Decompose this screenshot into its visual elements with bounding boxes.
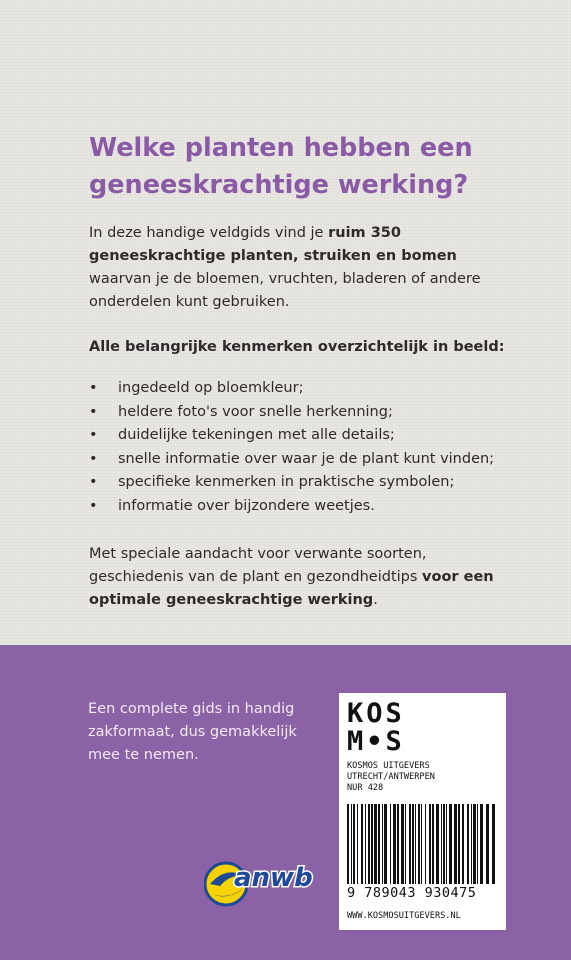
intro-text-1: In deze handige veldgids vind je [89, 225, 329, 241]
barcode-bar [441, 804, 442, 884]
closing-bold-text: voor een optimale geneeskrachtige werking [89, 569, 494, 608]
feature-item [89, 448, 509, 472]
barcode-bar [371, 804, 373, 884]
barcode-bar [421, 804, 422, 884]
feature-list [89, 377, 509, 518]
publisher-website: WWW.KOSMOSUITGEVERS.NL [347, 911, 461, 921]
barcode-bar [415, 804, 416, 884]
barcode-bar [378, 804, 380, 884]
barcode-bar [397, 804, 399, 884]
barcode-bar [429, 804, 431, 884]
feature-item [89, 471, 509, 495]
headline-line-2: geneeskrachtige werking? [89, 170, 469, 200]
feature-text: duidelijke tekeningen met alle details; [118, 427, 395, 443]
barcode-bar [390, 804, 391, 884]
intro-text-2: waarvan je de bloemen, vruchten, bladeren of andere onderdelen kunt gebruiken. [89, 271, 481, 310]
feature-text: heldere foto's voor snelle herkenning; [118, 403, 393, 420]
barcode-bar [374, 804, 377, 884]
bullet-icon: • [89, 474, 98, 490]
barcode-bar [425, 804, 426, 884]
barcode-bar [347, 804, 349, 884]
barcode-bar [473, 804, 476, 884]
closing-text-1: Met speciale aandacht voor verwante soorten, geschiedenis van de plant en gezondheidtips [89, 546, 427, 585]
publisher-name: KOSMOS UITGEVERS [347, 761, 430, 771]
barcode-bar [436, 804, 439, 884]
barcode-bar [361, 804, 363, 884]
kosmos-logo-line-1: KOS [347, 698, 405, 729]
anwb-logo-graphic [204, 850, 324, 908]
bullet-icon: • [89, 450, 98, 467]
barcode-bar [351, 804, 352, 884]
publisher-info [347, 761, 502, 794]
barcode-bar [353, 804, 355, 884]
barcode-bar [458, 804, 460, 884]
feature-text: snelle informatie over waar je de plant kunt vinden; [118, 450, 495, 467]
bullet-icon: • [89, 403, 98, 420]
feature-item [89, 495, 509, 519]
bullet-icon: • [89, 497, 98, 514]
barcode-bar [418, 804, 420, 884]
headline-line-1: Welke planten hebben een [89, 133, 473, 163]
barcode-bar [393, 804, 396, 884]
closing-text-2: . [373, 592, 378, 608]
barcode-bar [432, 804, 434, 884]
intro-paragraph [89, 222, 509, 314]
barcode-bar [357, 804, 358, 884]
barcode-bar [412, 804, 414, 884]
barcode-bar [405, 804, 406, 884]
intro-bold-text: ruim 350 geneeskrachtige planten, struiken en bomen [89, 225, 457, 264]
anwb-logo-text: anwb [234, 863, 313, 893]
barcode-bar [467, 804, 469, 884]
kosmos-logo [347, 700, 405, 756]
anwb-logo [204, 850, 324, 908]
nur-code: NUR 428 [347, 783, 384, 793]
barcode-bar [480, 804, 483, 884]
publisher-label [339, 693, 506, 930]
barcode-bar [401, 804, 404, 884]
barcode-bar [446, 804, 447, 884]
barcode-bar [471, 804, 472, 884]
barcode-bar [382, 804, 383, 884]
barcode-bar [454, 804, 457, 884]
barcode-bar [462, 804, 464, 884]
isbn-number: 9 789043 930475 [347, 885, 477, 901]
barcode-bar [449, 804, 452, 884]
closing-paragraph [89, 543, 509, 612]
barcode-bar [368, 804, 370, 884]
barcode-bar [486, 804, 489, 884]
barcode-bar [443, 804, 445, 884]
barcode-bar [409, 804, 411, 884]
feature-text: informatie over bijzondere weetjes. [118, 497, 375, 514]
barcode-bar [384, 804, 387, 884]
barcode [345, 804, 500, 884]
bullet-icon: • [89, 427, 98, 443]
headline [89, 130, 529, 204]
features-heading: Alle belangrijke kenmerken overzichtelijk in beeld: [89, 339, 505, 355]
band-text: Een complete gids in handig zakformaat, dus gemakkelijk mee te nemen. [88, 701, 297, 763]
publisher-city: UTRECHT/ANTWERPEN [347, 772, 435, 782]
feature-text: specifieke kenmerken in praktische symbolen; [118, 474, 455, 490]
feature-item [89, 377, 509, 401]
feature-item [89, 424, 509, 448]
feature-item [89, 401, 509, 425]
barcode-bar [365, 804, 366, 884]
feature-text: ingedeeld op bloemkleur; [118, 380, 304, 396]
kosmos-logo-line-2: M•S [347, 726, 405, 757]
bullet-icon: • [89, 380, 98, 396]
barcode-bar [492, 804, 495, 884]
barcode-bar [477, 804, 478, 884]
